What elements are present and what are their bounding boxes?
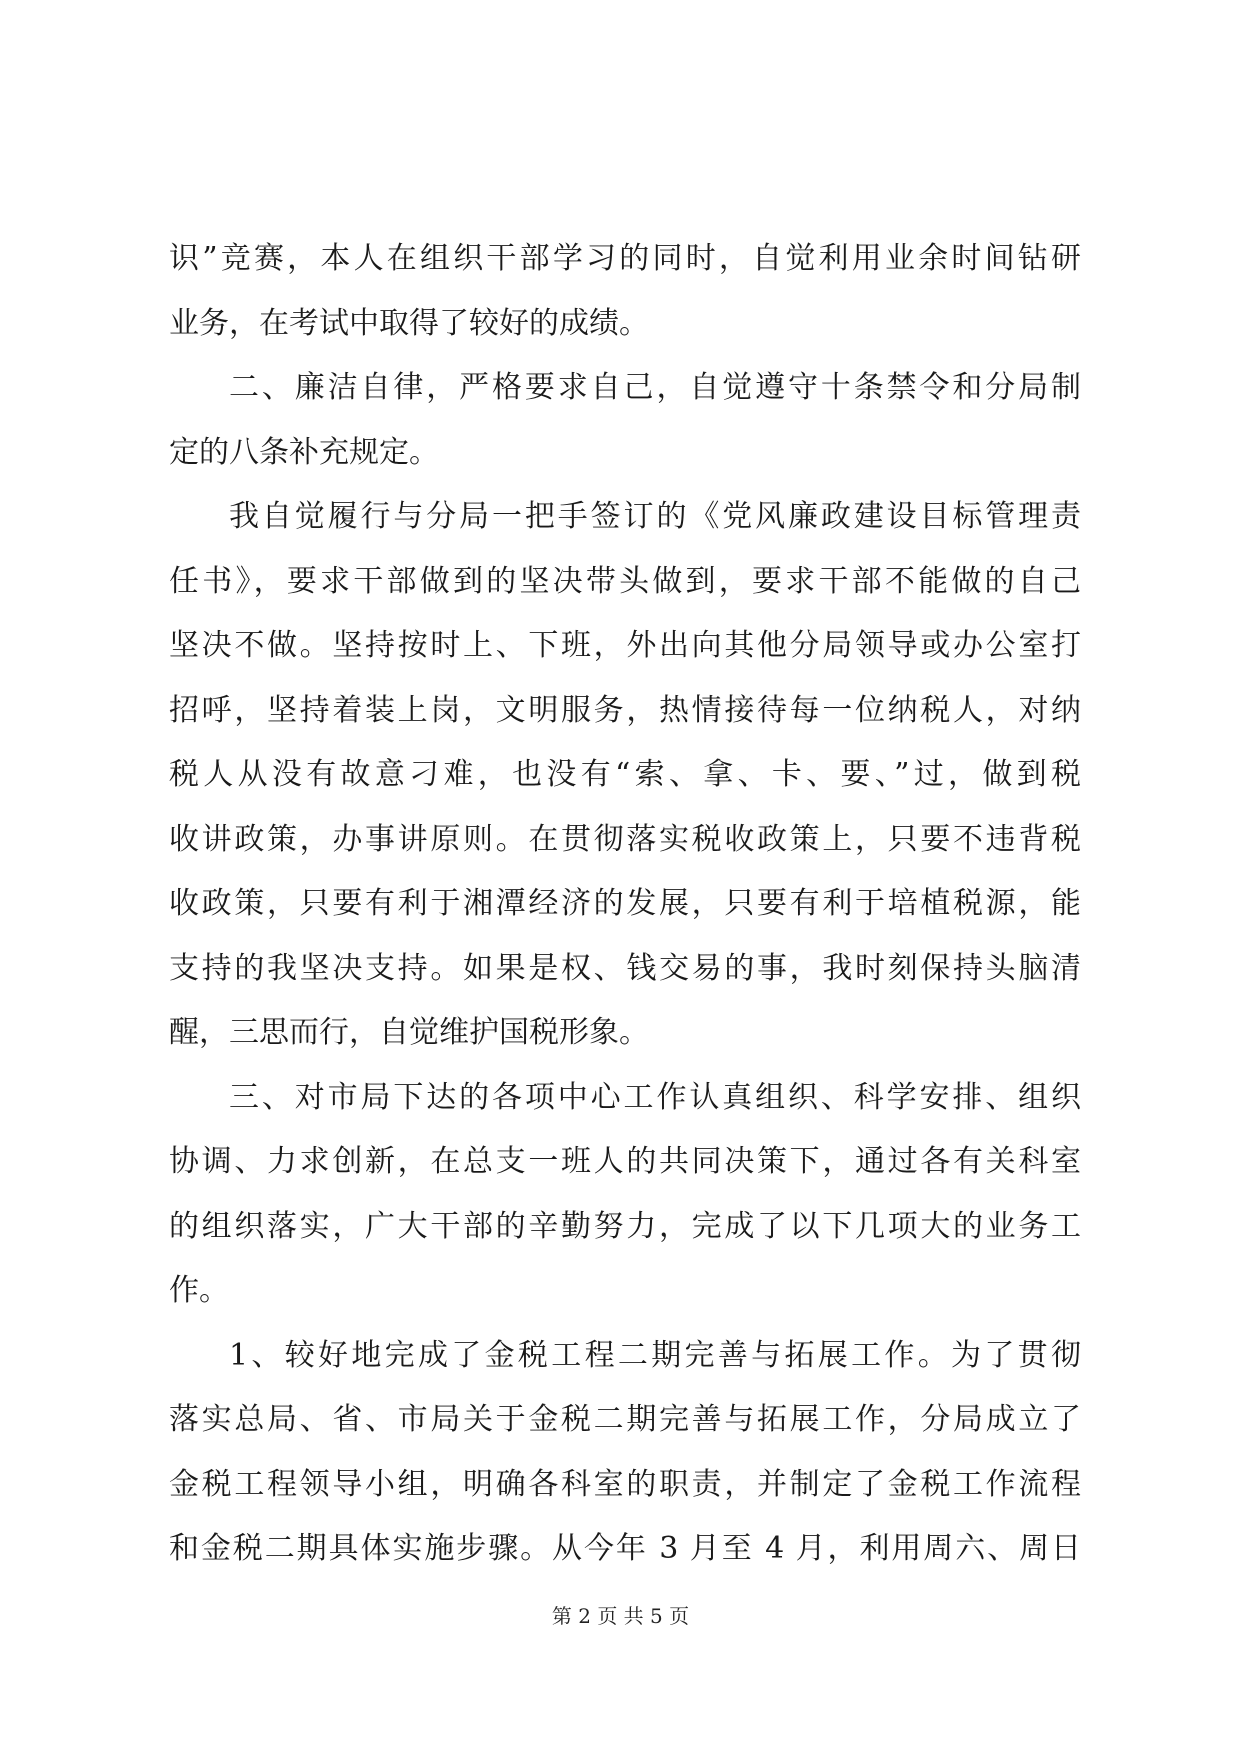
text-line: 任书》，要求干部做到的坚决带头做到，要求干部不能做的自己: [169, 563, 1081, 599]
text-line: 和金税二期具体实施步骤。从今年 3 月至 4 月，利用周六、周日: [169, 1531, 1081, 1566]
paragraph-start-line: 1、较好地完成了金税工程二期完善与拓展工作。为了贯彻: [229, 1337, 1081, 1373]
document-body: [169, 227, 1081, 1582]
text-line: 的组织落实，广大干部的辛勤努力，完成了以下几项大的业务工: [169, 1208, 1081, 1244]
text-line: 定的八条补充规定。: [169, 434, 439, 470]
text-line: 税人从没有故意刁难，也没有“索、拿、卡、要、”过，做到税: [169, 757, 1081, 792]
text-line: 识”竞赛，本人在组织干部学习的同时，自觉利用业余时间钻研: [169, 241, 1081, 276]
text-line: 落实总局、省、市局关于金税二期完善与拓展工作，分局成立了: [169, 1402, 1081, 1437]
paragraph-start-line: 我自觉履行与分局一把手签订的《党风廉政建设目标管理责: [229, 499, 1081, 534]
paragraph-start-line: 二、廉洁自律，严格要求自己，自觉遵守十条禁令和分局制: [229, 370, 1081, 405]
text-line: 作。: [169, 1273, 229, 1308]
text-line: 醒，三思而行，自觉维护国税形象。: [169, 1015, 649, 1050]
text-line: 收讲政策，办事讲原则。在贯彻落实税收政策上，只要不违背税: [169, 821, 1081, 857]
text-line: 坚决不做。坚持按时上、下班，外出向其他分局领导或办公室打: [169, 628, 1081, 663]
text-line: 支持的我坚决支持。如果是权、钱交易的事，我时刻保持头脑清: [169, 950, 1081, 986]
text-line: 招呼，坚持着装上岗，文明服务，热情接待每一位纳税人，对纳: [169, 692, 1081, 728]
paragraph-start-line: 三、对市局下达的各项中心工作认真组织、科学安排、组织: [229, 1079, 1081, 1115]
text-line: 协调、力求创新，在总支一班人的共同决策下，通过各有关科室: [169, 1144, 1081, 1179]
text-line: 收政策，只要有利于湘潭经济的发展，只要有利于培植税源，能: [169, 886, 1081, 921]
text-line: 业务，在考试中取得了较好的成绩。: [169, 305, 649, 341]
text-line: 金税工程领导小组，明确各科室的职责，并制定了金税工作流程: [169, 1466, 1081, 1502]
page-number-footer: 第 2 页 共 5 页: [551, 1604, 690, 1628]
